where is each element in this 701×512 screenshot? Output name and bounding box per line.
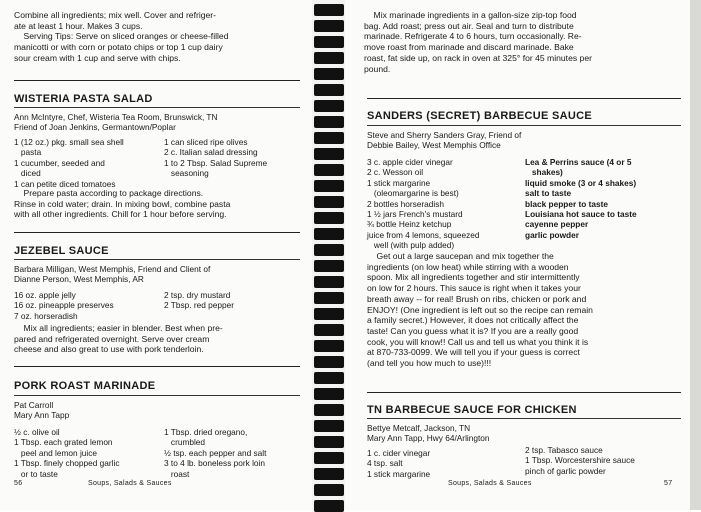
- left-footer-title: Soups, Salads & Sauces: [88, 480, 172, 487]
- wisteria-ingredients-left: 1 (12 oz.) pkg. small sea shell pasta 1 cucumber, seeded and diced 1 can petite diced tomatoes: [14, 137, 124, 189]
- tn-top-rule: [367, 392, 681, 393]
- tn-ingredients-right: 2 tsp. Tabasco sauce 1 Tbsp. Worcestershire sauce pinch of garlic powder: [525, 445, 635, 476]
- sanders-top-rule: [367, 98, 681, 99]
- left-page-number: 56: [14, 480, 23, 487]
- right-top-text: Mix marinade ingredients in a gallon-size zip-top food bag. Add roast; press out air. Seal and turn to distribute marinade. Refrigerate 4 to 6 hours, turn occasionally. Re- move roast from marinade and discard marinade. Bake roast, fat side up, on rack in oven at 325° for 45 minutes per pound.: [364, 10, 592, 74]
- binding-coil: [314, 452, 344, 464]
- sanders-credit: Steve and Sherry Sanders Gray, Friend of Debbie Bailey, West Memphis Office: [367, 130, 522, 151]
- sanders-instructions: Get out a large saucepan and mix together the ingredients (on low heat) while stirring with a wooden spoon. Mix all ingredients together and stir intermittently on low for 2 hours. This sauce is right when it takes your breath away -- for real! Brush on ribs, chicken or pork and ENJOY! (One ingredient is left out so the recipe can remain a family secret.) However, it does not critically affect the taste! Can you guess what it is? If you are a really good cook, you will know!! Call us and tell us what you think it is at 870-733-0099. We will tell you if your guess is correct (and tell you how much to use)!!!: [367, 251, 593, 369]
- binding-coil: [314, 276, 344, 288]
- sanders-title-rule: [367, 125, 681, 126]
- binding-coil: [314, 308, 344, 320]
- page-edge: [690, 0, 701, 510]
- binding-coil: [314, 372, 344, 384]
- right-page-number: 57: [664, 480, 673, 487]
- jezebel-credit: Barbara Milligan, West Memphis, Friend and Client of Dianne Person, West Memphis, AR: [14, 264, 211, 285]
- binding-coil: [314, 468, 344, 480]
- jezebel-top-rule: [14, 232, 300, 233]
- binding-coil: [314, 116, 344, 128]
- wisteria-credit: Ann McIntyre, Chef, Wisteria Tea Room, Brunswick, TN Friend of Joan Jenkins, Germantown/Poplar: [14, 112, 218, 133]
- binding-coil: [314, 420, 344, 432]
- binding-coil: [314, 36, 344, 48]
- jezebel-ingredients-left: 16 oz. apple jelly 16 oz. pineapple preserves 7 oz. horseradish: [14, 290, 114, 321]
- pork-ingredients-left: ½ c. olive oil 1 Tbsp. each grated lemon peel and lemon juice 1 Tbsp. finely chopped garlic or to taste: [14, 427, 120, 479]
- binding-coil: [314, 196, 344, 208]
- sanders-title: SANDERS (SECRET) BARBECUE SAUCE: [367, 110, 593, 122]
- jezebel-title: JEZEBEL SAUCE: [14, 245, 109, 257]
- binding-coil: [314, 340, 344, 352]
- tn-ingredients-left: 1 c. cider vinegar 4 tsp. salt 1 stick margarine: [367, 448, 431, 479]
- jezebel-title-rule: [14, 259, 300, 260]
- binding-coil: [314, 356, 344, 368]
- wisteria-title: WISTERIA PASTA SALAD: [14, 93, 153, 105]
- pork-top-rule: [14, 366, 300, 367]
- left-page: [0, 0, 312, 510]
- binding-coil: [314, 260, 344, 272]
- pork-credit: Pat Carroll Mary Ann Tapp: [14, 400, 70, 421]
- jezebel-ingredients-right: 2 tsp. dry mustard 2 Tbsp. red pepper: [164, 290, 234, 311]
- wisteria-ingredients-right: 1 can sliced ripe olives 2 c. Italian salad dressing 1 to 2 Tbsp. Salad Supreme seasoning: [164, 137, 268, 179]
- pork-title: PORK ROAST MARINADE: [14, 380, 156, 392]
- binding-coil: [314, 164, 344, 176]
- wisteria-top-rule: [14, 80, 300, 81]
- sanders-ingredients-left: 3 c. apple cider vinegar 2 c. Wesson oil 1 stick margarine (oleomargarine is best) 2 bottles horseradish 1 ½ jars French's mustard ¾ bottle Heinz ketchup juice from 4 lemons, squeezed well (with pulp added): [367, 157, 480, 251]
- wisteria-title-rule: [14, 107, 300, 108]
- binding-coil: [314, 388, 344, 400]
- binding-coil: [314, 68, 344, 80]
- binding-coil: [314, 148, 344, 160]
- tn-title: TN BARBECUE SAUCE FOR CHICKEN: [367, 404, 577, 416]
- tn-title-rule: [367, 418, 681, 419]
- binding-coil: [314, 292, 344, 304]
- tn-credit: Bettye Metcalf, Jackson, TN Mary Ann Tapp, Hwy 64/Arlington: [367, 423, 490, 444]
- binding-coil: [314, 20, 344, 32]
- right-page: [345, 0, 690, 510]
- binding-coil: [314, 52, 344, 64]
- binding-coil: [314, 324, 344, 336]
- binding-coil: [314, 212, 344, 224]
- binding-coil: [314, 84, 344, 96]
- binding-coil: [314, 132, 344, 144]
- left-top-text: Combine all ingredients; mix well. Cover and refriger- ate at least 1 hour. Makes 3 cups. Serving Tips: Serve on sliced oranges or cheese-filled manicotti or with corn or potato chips or top 1 cup dairy sour cream with 1 cup and serve with chips.: [14, 10, 229, 63]
- binding-coil: [314, 4, 344, 16]
- binding-coil: [314, 500, 344, 512]
- pork-ingredients-right: 1 Tbsp. dried oregano, crumbled ½ tsp. each pepper and salt 3 to 4 lb. boneless pork loin roast: [164, 427, 267, 479]
- pork-title-rule: [14, 395, 300, 396]
- jezebel-instructions: Mix all ingredients; easier in blender. Best when pre- pared and refrigerated overnight. Serve over cream cheese and also great to use with pork tenderloin.: [14, 323, 223, 355]
- binding-coil: [314, 100, 344, 112]
- wisteria-instructions: Prepare pasta according to package directions. Rinse in cold water; drain. In mixing bowl, combine pasta with all other ingredients. Chill for 1 hour before serving.: [14, 188, 231, 220]
- binding-coil: [314, 228, 344, 240]
- right-footer-title: Soups, Salads & Sauces: [448, 480, 532, 487]
- binding-coil: [314, 436, 344, 448]
- binding-coil: [314, 404, 344, 416]
- sanders-ingredients-right: Lea & Perrins sauce (4 or 5 shakes) liquid smoke (3 or 4 shakes) salt to taste black pepper to taste Louisiana hot sauce to taste cayenne pepper garlic powder: [525, 157, 637, 240]
- binding-coil: [314, 244, 344, 256]
- binding-coil: [314, 180, 344, 192]
- binding-coil: [314, 484, 344, 496]
